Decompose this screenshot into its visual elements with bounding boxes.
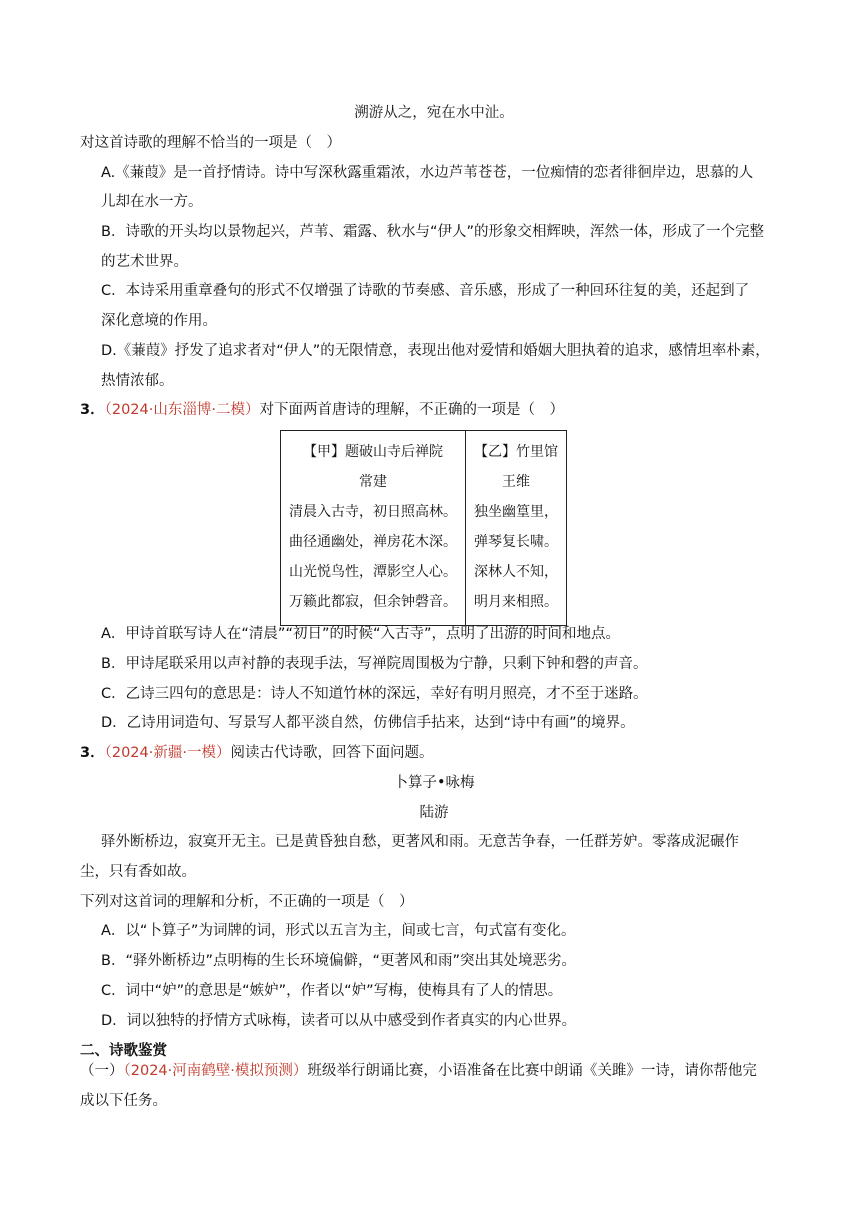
poem-last-line: 溯游从之，宛在水中沚。 — [354, 105, 514, 121]
option-d: D．词以独特的抒情方式咏梅，读者可以从中感受到作者真实的内心世界。 — [101, 1013, 577, 1029]
poem-b-author: 王维 — [502, 474, 530, 490]
poem-body-line2: 尘，只有香如故。 — [80, 864, 196, 880]
section-question-header — [80, 1061, 757, 1081]
option-c-line2: 深化意境的作用。 — [101, 313, 217, 329]
poem-a-line: 清晨入古寺，初日照高林。 — [289, 504, 457, 520]
question-text: 班级举行朗诵比赛，小语准备在比赛中朗诵《关雎》一诗，请你帮他完 — [307, 1063, 757, 1079]
question-stem: 对这首诗歌的理解不恰当的一项是（ ） — [80, 135, 341, 151]
poem-b-title: 【乙】竹里馆 — [474, 444, 558, 460]
sub-question-number: （一） — [80, 1063, 124, 1079]
poem-a-cell — [281, 431, 466, 626]
poem-b-cell — [466, 431, 567, 626]
question-stem: 阅读古代诗歌，回答下面问题。 — [230, 745, 434, 761]
option-b-line2: 的艺术世界。 — [101, 254, 188, 270]
option-a-line1: A.《蒹葭》是一首抒情诗。诗中写深秋露重霜浓，水边芦苇苍苍，一位痴情的恋者徘徊岸边，思慕的人 — [101, 165, 754, 181]
option-b: B．“驿外断桥边”点明梅的生长环境偏僻，“更著风和雨”突出其处境恶劣。 — [101, 953, 576, 969]
poem-b-line: 深林人不知， — [474, 564, 558, 580]
poem-a-line: 万籁此都寂，但余钟磬音。 — [289, 594, 457, 610]
option-b-line1: B．诗歌的开头均以景物起兴，芦苇、霜露、秋水与“伊人”的形象交相辉映，浑然一体，形成了一个完整 — [101, 224, 764, 240]
option-d-line1: D.《蒹葭》抒发了追求者对“伊人”的无限情意，表现出他对爱情和婚姻大胆执着的追求，感情坦率朴素， — [101, 343, 770, 359]
question-3b-header — [80, 743, 433, 763]
poem-a-author: 常建 — [359, 474, 387, 490]
question-stem: 对下面两首唐诗的理解，不正确的一项是（ ） — [259, 402, 564, 418]
poem-a-title: 【甲】题破山寺后禅院 — [303, 444, 443, 460]
option-d: D．乙诗用词造句、写景写人都平淡自然，仿佛信手拈来，达到“诗中有画”的境界。 — [101, 715, 635, 731]
poem-comparison-table — [280, 430, 567, 626]
poem-b-line: 独坐幽篁里， — [474, 504, 558, 520]
question-source: （2024·山东淄博·二模） — [104, 402, 260, 418]
option-c-line1: C．本诗采用重章叠句的形式不仅增强了诗歌的节奏感、音乐感，形成了一种回环往复的美，还起到了 — [101, 283, 750, 299]
option-a-line2: 儿却在水一方。 — [101, 194, 203, 210]
poem-a-line: 山光悦鸟性，潭影空人心。 — [289, 564, 457, 580]
poem-author: 陆游 — [419, 805, 449, 821]
option-c: C．词中“妒”的意思是“嫉妒”，作者以“妒”写梅，使梅具有了人的情思。 — [101, 983, 563, 999]
option-a: A．甲诗首联写诗人在“清晨”“初日”的时候“入古寺”，点明了出游的时间和地点。 — [101, 626, 620, 642]
option-d-line2: 热情浓郁。 — [101, 373, 174, 389]
poem-title: 卜算子•咏梅 — [393, 775, 475, 791]
question-source: （2024·新疆·一模） — [104, 745, 231, 761]
question-stem: 下列对这首词的理解和分析，不正确的一项是（ ） — [80, 894, 414, 910]
question-number: 3． — [80, 402, 105, 418]
question-number: 3． — [80, 745, 105, 761]
poem-b-line: 明月来相照。 — [474, 594, 558, 610]
poem-b-line: 弹琴复长啸。 — [474, 534, 558, 550]
option-a: A．以“卜算子”为词牌的词，形式以五言为主，间或七言，句式富有变化。 — [101, 923, 576, 939]
question-3a-header — [80, 400, 564, 420]
question-source: （2024·河南鹤壁·模拟预测） — [123, 1063, 308, 1079]
section-heading: 二、诗歌鉴赏 — [80, 1043, 167, 1059]
poem-a-line: 曲径通幽处，禅房花木深。 — [289, 534, 457, 550]
option-c: C．乙诗三四句的意思是：诗人不知道竹林的深远，幸好有明月照亮，才不至于迷路。 — [101, 686, 648, 702]
question-text-line2: 成以下任务。 — [80, 1093, 167, 1109]
option-b: B．甲诗尾联采用以声衬静的表现手法，写禅院周围极为宁静，只剩下钟和磬的声音。 — [101, 656, 648, 672]
poem-body-line1: 驿外断桥边，寂寞开无主。已是黄昏独自愁，更著风和雨。无意苦争春，一任群芳妒。零落成泥碾作 — [101, 834, 739, 850]
